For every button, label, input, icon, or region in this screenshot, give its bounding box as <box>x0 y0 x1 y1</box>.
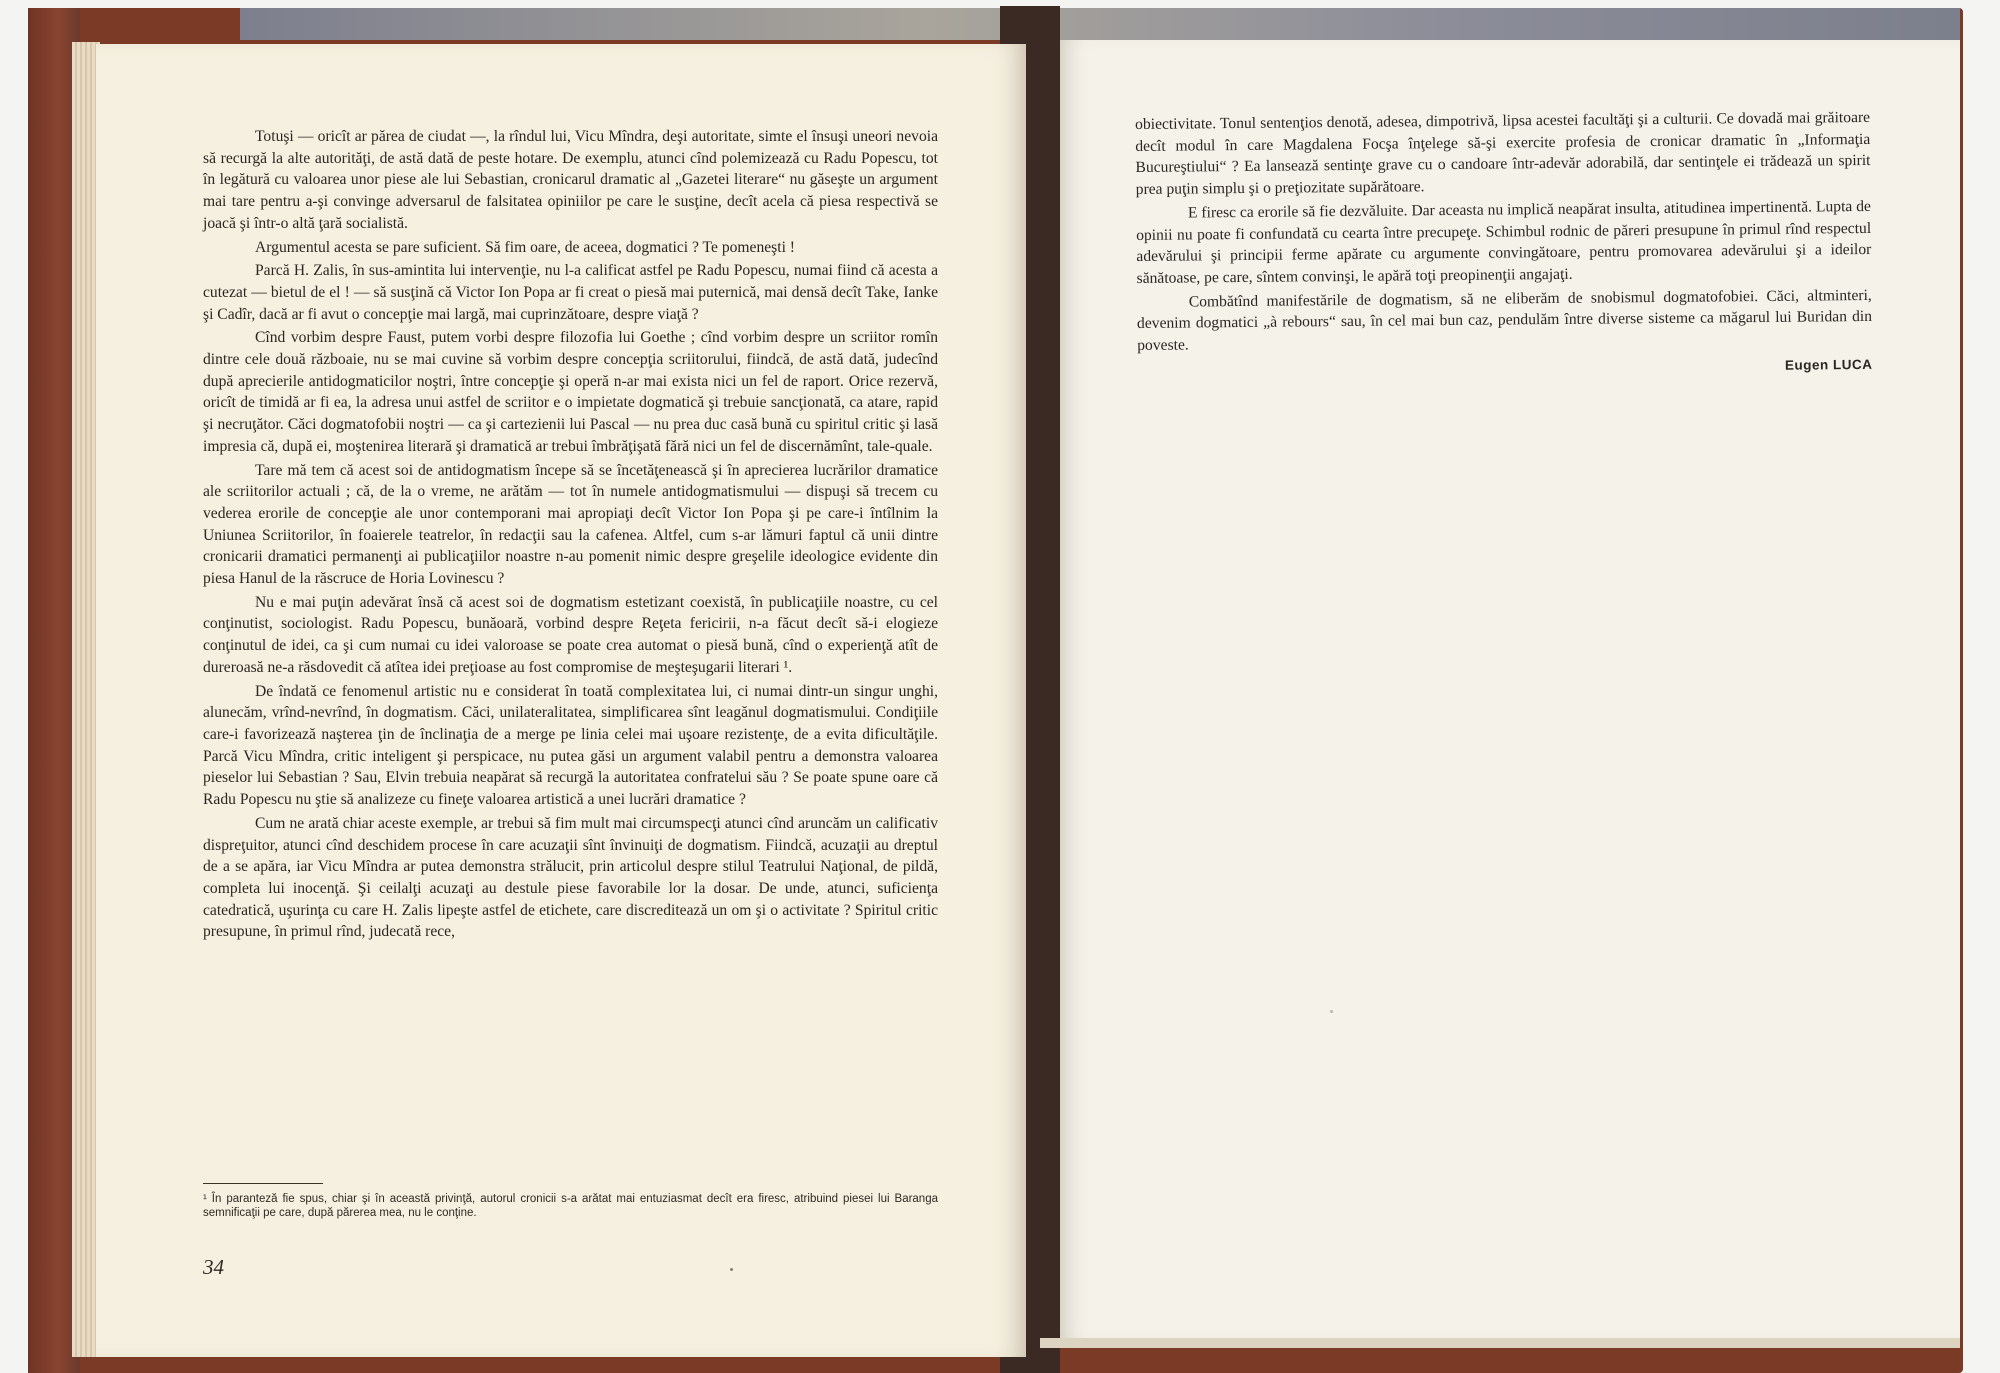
author-signature: Eugen LUCA <box>1784 356 1873 373</box>
paragraph: Totuşi — oricît ar părea de ciudat —, la rîndul lui, Vicu Mîndra, deşi autoritate, simte el însuşi uneori nevoia să recurgă la alte autorităţi, de astă dată de peste hotare. De exemplu, atunci cînd polemizează cu Radu Popescu, tot în legătură cu valoarea unor piese ale lui Sebastian, cronicarul dramatic al „Gazetei literare“ nu găseşte un argument mai tare pentru a-şi convinge adversarul de falsitatea opiniilor pe care le susţine, decît acela că piesa respectivă se joacă şi într-o altă ţară socialistă. <box>203 128 938 232</box>
paragraph: Argumentul acesta se pare suficient. Să fim oare, de aceea, dogmatici ? Te pomeneşti ! <box>255 238 796 256</box>
paragraph: De îndată ce fenomenul artistic nu e considerat în toată complexitatea lui, ci numai dintr-un singur unghi, alunecăm, vrînd-nevrînd, în dogmatism. Căci, unilateralitatea, simplificarea sînt leagănul dogmatismului. Condiţiile care-i favorizează naşterea ţin de înclinaţia de a merge pe linia celei mai uşoare rezistenţe, de a evita dificultăţile. Parcă Vicu Mîndra, critic inteligent şi perspicace, nu putea găsi un argument valabil pentru a demonstra valoarea pieselor lui Sebastian ? Sau, Elvin trebuia neapărat să recurgă la autoritatea confratelui său ? Se poate spune oare că Radu Popescu nu ştie să analizeze cu fineţe valoarea artistică a unei lucrări dramatice ? <box>203 682 938 809</box>
right-page-text <box>1135 107 1873 382</box>
paragraph: Tare mă tem că acest soi de antidogmatism începe să se încetăţenească şi în aprecierea lucrărilor dramatice ale scriitorilor actuali ; că, de la o vreme, ne arătăm — tot în numele antidogmatismului — dispuşi să trecem cu vederea erorile de concepţie ale unor contemporani mai apropiaţi decît Victor Ion Popa şi pe care-i întîlnim la Uniunea Scriitorilor, în foaierele teatrelor, în redacţii sau la cafenea. Altfel, cum s-ar lămuri faptul că unii dintre cronicarii dramatici permanenţi ai publicaţiilor noastre n-au pomenit nimic despre greşelile ideologice evidente din piesa Hanul de la răscruce de Horia Lovinescu ? <box>203 461 938 588</box>
paper-speck <box>1330 1010 1333 1013</box>
paper-speck <box>730 1268 733 1271</box>
paragraph: Combătînd manifestările de dogmatism, să ne eliberăm de snobismul dogmatofobiei. Căci, altminteri, devenim dogmatici „à rebours“ sau, în cel mai bun caz, pendulăm între diverse sisteme ca măgarul lui Buridan din poveste. <box>1136 286 1873 355</box>
page-number: 34 <box>203 1255 224 1279</box>
footnote-rule <box>203 1183 323 1184</box>
paragraph: obiectivitate. Tonul sentenţios denotă, adesea, dimpotrivă, lipsa acestei facultăţi şi a culturii. Ce dovadă mai grăitoare decît modul în care Magdalena Focşa înţelege să-şi exercite profesia de cronicar dramatic în „Informaţia Bucureştiului“ ? Ea lansează sentinţe grave cu o candoare într-adevăr adorabilă, dar sentinţele ei trădează un spirit prea puţin simplu şi o preţiozitate supărătoare. <box>1135 108 1871 199</box>
paragraph: Parcă H. Zalis, în sus-amintita lui intervenţie, nu l-a calificat astfel pe Radu Popescu, numai fiind că acesta a cutezat — bietul de el ! — să susţină că Victor Ion Popa ar fi creat o piesă mai puternică, mai densă decît Take, Ianke şi Cadîr, dacă ar fi avut o concepţie mai largă, mai cuprinzătoare, despre viaţă ? <box>203 262 938 323</box>
cover-cloth-top <box>240 8 1960 40</box>
left-page-text <box>203 126 938 945</box>
paragraph: Cum ne arată chiar aceste exemple, ar trebui să fim mult mai circumspecţi atunci cînd aruncăm un calificativ dispreţuitor, atunci cînd deschidem procese în care acuzaţii sînt învinuiţi de dogmatism. Fiindcă, acuzaţii au dreptul de a se apăra, iar Vicu Mîndra ar putea demonstra strălucit, prin articolul despre stilul Teatrului Naţional, de pildă, completa lui inocenţă. Şi ceilalţi acuzaţi au destule piese favorabile lor la dosar. De unde, atunci, suficienţa catedratică, uşurinţa cu care H. Zalis lipeşte astfel de etichete, care discreditează un om şi o activitate ? Spiritul critic presupune, în primul rînd, judecată rece, <box>203 814 938 941</box>
right-page-edge <box>1040 1338 1960 1348</box>
paragraph: Cînd vorbim despre Faust, putem vorbi despre filozofia lui Goethe ; cînd vorbim despre un scriitor romîn dintre cele două războaie, nu se mai cuvine să vorbim despre concepţia scriitorului, fiindcă, de astă dată, judecînd după aprecierile antidogmaticilor noştri, între concepţie şi operă n-ar mai exista nici un fel de raport. Orice rezervă, oricît de timidă ar fi ea, la adresa unui astfel de scriitor e o impietate dogmatică şi trebuie sancţionată, ca atare, rapid şi necruţător. Căci dogmatofobii noştri — ca şi cartezienii lui Pascal — nu prea duc casă bună cu spiritul critic şi lasă impresia că, după ei, moştenirea literară şi dramatică ar trebui îmbrăţişată fără nici un fel de discernămînt, tale-quale. <box>203 329 938 455</box>
footnote: ¹ În paranteză fie spus, chiar şi în această privinţă, autorul cronicii s-a arătat mai entuziasmat decît era firesc, atribuind piesei lui Baranga semnificaţii pe care, după părerea mea, nu le conţine. <box>203 1193 938 1219</box>
paragraph: Nu e mai puţin adevărat însă că acest soi de dogmatism estetizant coexistă, în publicaţiile noastre, cu cel conţinutist, sociologist. Radu Popescu, bunăoară, vorbind despre Reţeta fericirii, n-a făcut decît să-i elogieze conţinutul de idei, ca şi cum numai cu idei valoroase se poate crea automat o piesă bună, cînd o experienţă atît de dureroasă ne-a răsdovedit că atîtea idei preţioase au fost compromise de meşteşugarii literari ¹. <box>203 593 938 676</box>
paragraph: E firesc ca erorile să fie dezvăluite. Dar aceasta nu implică neapărat insulta, atitudinea impertinentă. Lupta de opinii nu poate fi confundată cu cearta între precupeţe. Schimbul rodnic de păreri presupune în primul rînd respectul adevărului şi principii ferme apărate cu argumente convingătoare, pentru promovarea adevărului şi a ideilor sănătoase, pe care, sîntem convinşi, le apără toţi preopinenţii angajaţi. <box>1136 197 1872 287</box>
